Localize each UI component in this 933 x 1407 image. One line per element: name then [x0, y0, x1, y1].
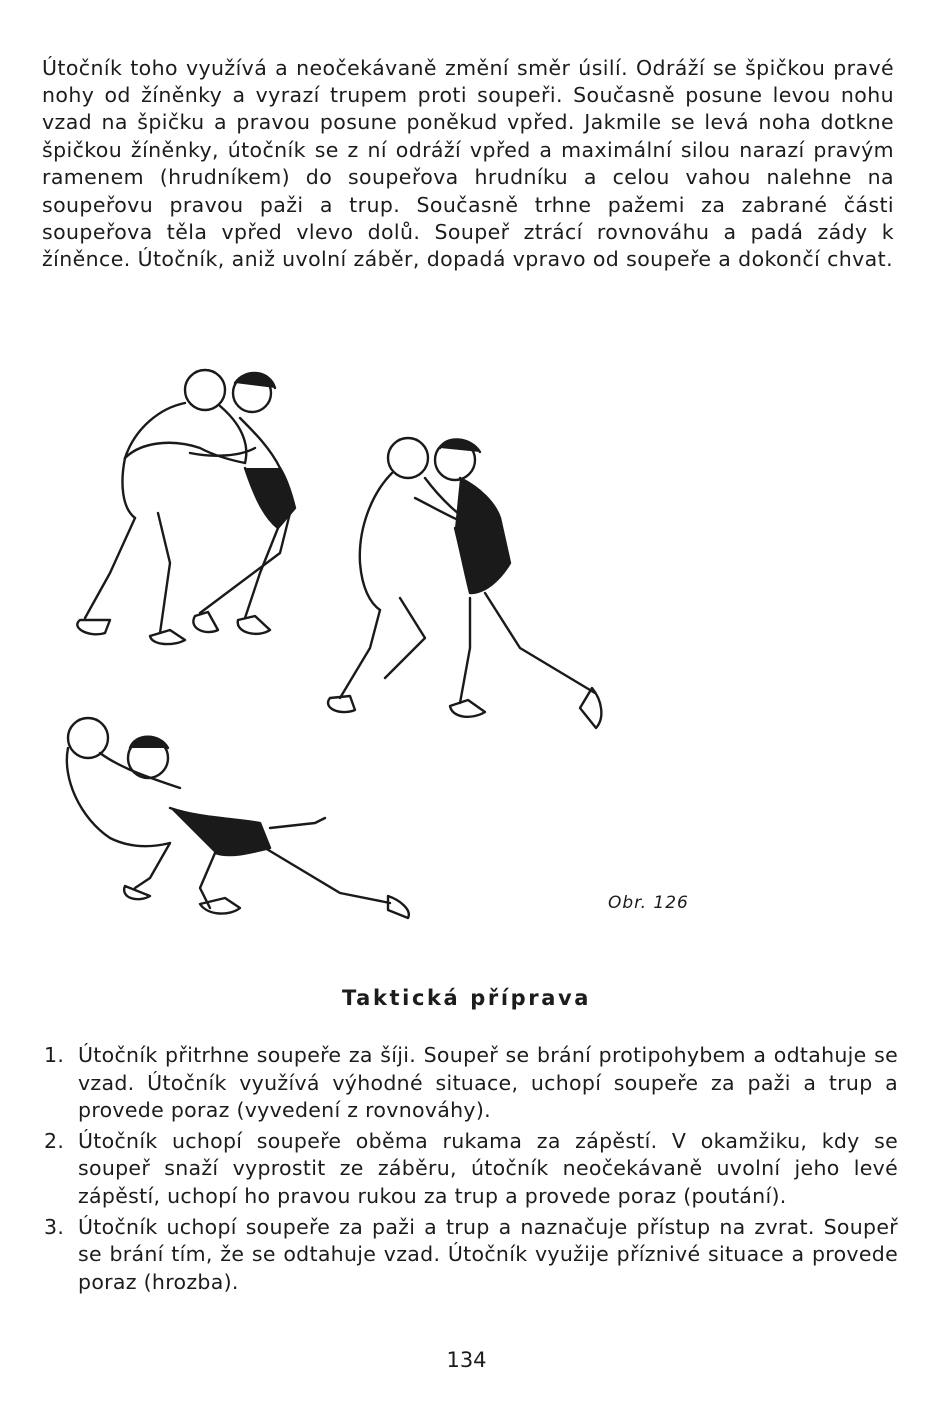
wrestlers-stage-1 [77, 370, 295, 644]
list-item [40, 1214, 898, 1297]
wrestlers-stage-3 [67, 718, 409, 918]
list-item-number: 3. [44, 1214, 65, 1239]
list-item-text: Útočník uchopí soupeře za paži a trup a naznačuje přístup na zvrat. Soupeř se brání tím, že se odtahuje vzad. Útočník využije příznivé situace a provede poraz (hrozba). [78, 1214, 898, 1294]
wrestling-illustration [40, 348, 740, 938]
list-item-number: 1. [44, 1043, 65, 1067]
list-item [40, 1042, 898, 1125]
body-paragraph: Útočník toho využívá a neočekávaně změní směr úsilí. Odráží se špičkou pravé nohy od žíněnky a vyrazí trupem proti soupeři. Současně posune levou nohu vzad na špičku a pravou posune poněkud vpřed. Jakmile se levá noha dotkne špičkou žíněnky, útočník se z ní odráží vpřed a maximální silou narazí pravým ramenem (hrudníkem) do soupeřova hrudníku a celou vahou nalehne na soupeřovu pravou paži a trup. Současně trhne pažemi za zabrané části soupeřova těla vpřed vlevo dolů. Soupeř ztrácí rovnováhu a padá zády k žíněnce. Útočník, aniž uvolní záběr, dopadá vpravo od soupeře a dokončí chvat. [42, 55, 894, 272]
page-number: 134 [446, 1348, 487, 1372]
list-item-number: 2. [44, 1128, 65, 1153]
list-item-text: Útočník přitrhne soupeře za šíji. Soupeř se brání protipohybem a odtahuje se vzad. Útočník využívá výhodné situace, uchopí soupeře za paži a trup a provede poraz (vyvedení z rovnováhy). [78, 1043, 898, 1123]
wrestlers-stage-2 [328, 438, 601, 728]
section-heading: Taktická příprava [341, 986, 592, 1010]
list-item [40, 1128, 898, 1211]
tactics-list [40, 1042, 898, 1299]
list-item-text: Útočník uchopí soupeře oběma rukama za zápěstí. V okamžiku, kdy se soupeř snaží vyprostit ze záběru, útočník neočekávaně uvolní jeho levé zápěstí, uchopí ho pravou rukou za trup a provede poraz (poutání). [78, 1128, 898, 1208]
figure-caption: Obr. 126 [608, 893, 689, 913]
